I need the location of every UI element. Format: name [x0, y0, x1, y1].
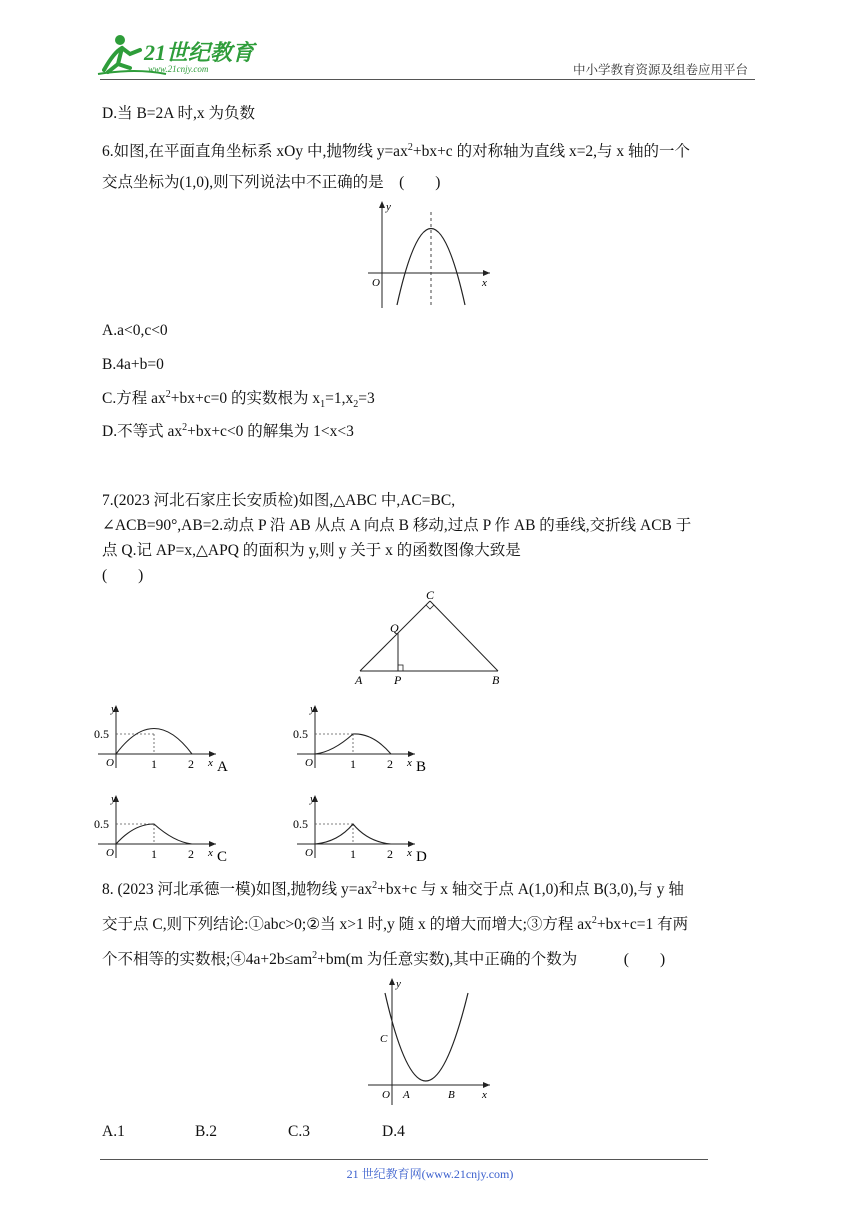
q6-stem-line1: 6.如图,在平面直角坐标系 xOy 中,抛物线 $y=ax^2+bx+c$ 的对称轴为直线 x=2,与 x 轴的一个 [102, 141, 691, 160]
graph-origin-label: O [305, 847, 313, 859]
header-logo [96, 30, 266, 78]
q8-figure [362, 975, 497, 1110]
q5-option-d: D.当 B=2A 时,x 为负数 [102, 105, 255, 122]
graph-half-label: 0.5 [94, 727, 109, 741]
graph-y-label: y [111, 703, 116, 715]
q7-option-graph-c[interactable] [94, 792, 244, 864]
graph-option-letter: C [217, 849, 228, 864]
graph-two-label: 2 [387, 847, 393, 861]
q8-label-b: B [448, 1089, 455, 1101]
q6-option-c: C.方程 $ax^2+bx+c=0$ 的实数根为 $x_1=1,x_2=3$ [102, 388, 375, 411]
graph-half-label: 0.5 [94, 817, 109, 831]
q8-option-c: C.3 [288, 1123, 310, 1140]
logo-text: 21世纪教育 [144, 40, 255, 65]
tri-label-p: P [394, 673, 402, 687]
q8-label-c: C [380, 1033, 388, 1045]
graph-x-label: x [208, 847, 213, 859]
graph-origin-label: O [106, 757, 114, 769]
tri-label-c: C [426, 588, 435, 602]
q8-origin-label: O [382, 1089, 390, 1101]
q6-option-d: D.不等式 $ax^2+bx+c<0$ 的解集为 1<x<3 [102, 421, 354, 440]
runner-logo-icon [96, 30, 266, 78]
tri-label-b: B [492, 673, 500, 687]
graph-y-label: y [310, 793, 315, 805]
graph-y-label: y [111, 793, 116, 805]
graph-option-letter: B [416, 759, 427, 774]
q6-option-a: A.a<0,c<0 [102, 322, 168, 339]
tri-label-a: A [355, 673, 363, 687]
q6-x-label: x [482, 277, 487, 289]
graph-two-label: 2 [188, 757, 194, 771]
graph-one-label: 1 [350, 847, 356, 861]
q8-x-label: x [482, 1089, 487, 1101]
tri-label-q: Q [390, 621, 399, 635]
q8-option-b: B.2 [195, 1123, 217, 1140]
q6-option-b: B.4a+b=0 [102, 356, 164, 373]
graph-one-label: 1 [151, 847, 157, 861]
graph-one-label: 1 [350, 757, 356, 771]
q6-origin-label: O [372, 277, 380, 289]
q8-stem-line1: 8. (2023 河北承德一模)如图,抛物线 $y=ax^2+bx+c$ 与 x 轴交于点 A(1,0)和点 B(3,0),与 y 轴 [102, 879, 684, 898]
q7-triangle-figure [350, 588, 510, 688]
graph-half-label: 0.5 [293, 727, 308, 741]
q7-stem-line3: 点 Q.记 AP=x,△APQ 的面积为 y,则 y 关于 x 的函数图像大致是 [102, 542, 521, 559]
q7-stem-line2: ∠ACB=90°,AB=2.动点 P 沿 AB 从点 A 向点 B 移动,过点 P 作 AB 的垂线,交折线 ACB 于 [102, 517, 692, 534]
graph-two-label: 2 [387, 757, 393, 771]
graph-x-label: x [208, 757, 213, 769]
q8-stem-line3: 个不相等的实数根$;④4a+2b\le am^2+bm(m$ 为任意实数),其中正确的个数为 ( ) [102, 949, 666, 968]
q8-option-a: A.1 [102, 1123, 125, 1140]
graph-x-label: x [407, 757, 412, 769]
graph-option-letter: A [217, 759, 228, 774]
q6-stem-line2: 交点坐标为(1,0),则下列说法中不正确的是 ( ) [102, 174, 441, 191]
graph-x-label: x [407, 847, 412, 859]
footer-text: 21 世纪教育网(www.21cnjy.com) [346, 1167, 514, 1181]
graph-option-letter: D [416, 849, 427, 864]
footer-rule [100, 1159, 708, 1160]
q8-stem-line2: 交于点 C,则下列结论:①abc>0;②当 x>1 时,y 随 x 的增大而增大;③方程 $ax^2+bx+c=1$ 有两 [102, 914, 689, 933]
graph-origin-label: O [106, 847, 114, 859]
q7-option-graph-d[interactable] [293, 792, 443, 864]
q7-stem-line4: ( ) [102, 567, 144, 584]
graph-one-label: 1 [151, 757, 157, 771]
q7-option-graph-a[interactable] [94, 702, 244, 774]
graph-origin-label: O [305, 757, 313, 769]
q8-y-label: y [396, 978, 401, 990]
q6-figure [362, 198, 497, 310]
logo-url: www.21cnjy.com [148, 64, 209, 74]
header-right-text: 中小学教育资源及组卷应用平台 [573, 62, 749, 77]
q7-stem-line1: 7.(2023 河北石家庄长安质检)如图,△ABC 中,AC=BC, [102, 492, 456, 509]
header-rule [100, 79, 755, 80]
q6-y-label: y [386, 201, 391, 213]
graph-half-label: 0.5 [293, 817, 308, 831]
q8-option-d: D.4 [382, 1123, 405, 1140]
q8-label-a: A [403, 1089, 410, 1101]
q7-option-graph-b[interactable] [293, 702, 443, 774]
graph-y-label: y [310, 703, 315, 715]
graph-two-label: 2 [188, 847, 194, 861]
